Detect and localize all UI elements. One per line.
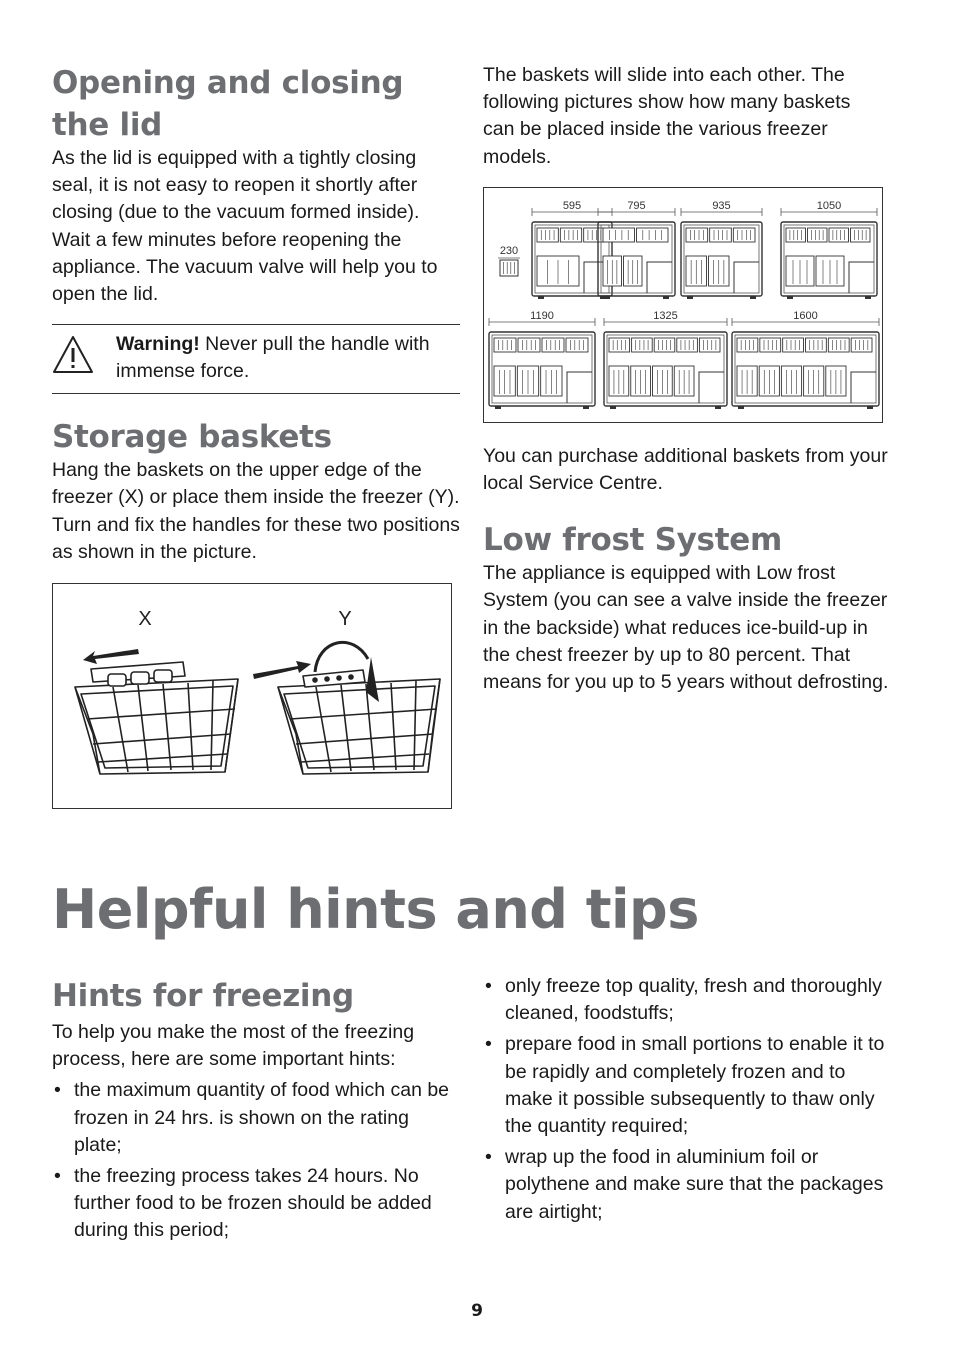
- helpful-hints-title: Helpful hints and tips: [52, 878, 699, 941]
- basket-x-drawing: [75, 662, 238, 774]
- list-item-text: only freeze top quality, fresh and thoroughly cleaned, foodstuffs;: [505, 975, 882, 1025]
- list-item-text: the freezing process takes 24 hours. No further food to be frozen should be added during this period;: [74, 1165, 432, 1242]
- single-basket-legend: [498, 245, 520, 276]
- basket-width-label: 230: [499, 244, 519, 257]
- bullet: •: [485, 1146, 492, 1169]
- warning-label: Warning!: [116, 333, 200, 356]
- basket-positions-illustration: [53, 584, 451, 808]
- hints-list-right: [483, 973, 893, 1226]
- model-width-label: 1190: [530, 309, 554, 322]
- hints-freezing-intro: To help you make the most of the freezing process, here are some important hints:: [52, 1021, 415, 1071]
- freezer-model-1050: [781, 200, 877, 299]
- warning-message: Never pull the handle with immense force.: [116, 333, 430, 383]
- storage-baskets-heading: Storage baskets: [52, 419, 332, 456]
- model-width-label: 1600: [793, 309, 818, 322]
- freezer-model-1600: [732, 310, 879, 409]
- list-item-text: wrap up the food in aluminium foil or polythene and make sure that the packages are airtight;: [505, 1146, 884, 1223]
- lid-heading: Opening and closing the lid: [52, 65, 404, 143]
- lid-paragraph-1: As the lid is equipped with a tightly closing seal, it is not easy to reopen it shortly after closing (due to the vacuum formed inside).: [52, 147, 420, 224]
- arrow-out-icon: [83, 649, 139, 664]
- model-width-label: 935: [712, 199, 731, 212]
- freezer-model-795: [598, 200, 675, 299]
- model-width-label: 595: [562, 199, 582, 212]
- warning-text: [116, 331, 462, 385]
- models-intro: The baskets will slide into each other. The following pictures show how many baskets can be placed inside the various freezer models.: [483, 64, 851, 168]
- list-item: [483, 1031, 893, 1140]
- hints-list-left: [52, 1077, 462, 1244]
- bullet: •: [54, 1165, 61, 1188]
- model-width-label: 1325: [653, 309, 678, 322]
- model-width-label: 795: [627, 199, 646, 212]
- bullet: •: [485, 975, 492, 997]
- model-width-label: 1050: [816, 199, 842, 212]
- low-frost-paragraph: The appliance is equipped with Low frost System (you can see a valve inside the freezer in the backside) what reduces ice-build-up in the chest freezer by up to 80 percent. That means for you up to 5 years without defrosting.: [483, 562, 889, 694]
- freezer-model-595: [532, 200, 612, 299]
- purchase-paragraph: You can purchase additional baskets from your local Service Centre.: [483, 444, 888, 495]
- left-column: [52, 62, 460, 809]
- basket-y-drawing: [278, 670, 440, 774]
- hints-right-column: [483, 973, 893, 1230]
- page-number: 9: [471, 1301, 483, 1321]
- right-column: [483, 62, 893, 696]
- hints-freezing-heading: Hints for freezing: [52, 978, 354, 1014]
- warning-box: [52, 324, 460, 394]
- list-item: [483, 1144, 893, 1226]
- rotate-arrow-icon: [315, 642, 368, 672]
- freezer-model-1325: [604, 310, 727, 409]
- list-item: [52, 1163, 462, 1245]
- storage-baskets-paragraph: Hang the baskets on the upper edge of the freezer (X) or place them inside the freezer (Y). Turn and fix the handles for these two positions as shown in the picture.: [52, 459, 460, 563]
- list-item-text: the maximum quantity of food which can be frozen in 24 hrs. is shown on the rating plate;: [74, 1079, 450, 1156]
- bullet: •: [485, 1033, 492, 1056]
- position-x-label: X: [138, 608, 152, 631]
- freezer-model-935: [681, 200, 762, 299]
- basket-positions-figure: [52, 583, 452, 809]
- list-item: [52, 1077, 462, 1159]
- warning-triangle-icon: [52, 335, 94, 375]
- freezer-models-diagram: [484, 188, 882, 422]
- list-item: [483, 973, 893, 1027]
- hints-left-column: [52, 975, 462, 1249]
- freezer-models-figure: [483, 187, 883, 423]
- low-frost-heading: Low frost System: [483, 522, 782, 559]
- lid-paragraph-2: Wait a few minutes before reopening the appliance. The vacuum valve will help you to open the lid.: [52, 228, 438, 306]
- bullet: •: [54, 1079, 61, 1102]
- freezer-model-1190: [489, 310, 595, 409]
- list-item-text: prepare food in small portions to enable it to be rapidly and completely frozen and to make it possible subsequently to thaw only the quantity required;: [505, 1033, 885, 1138]
- position-y-label: Y: [338, 608, 352, 631]
